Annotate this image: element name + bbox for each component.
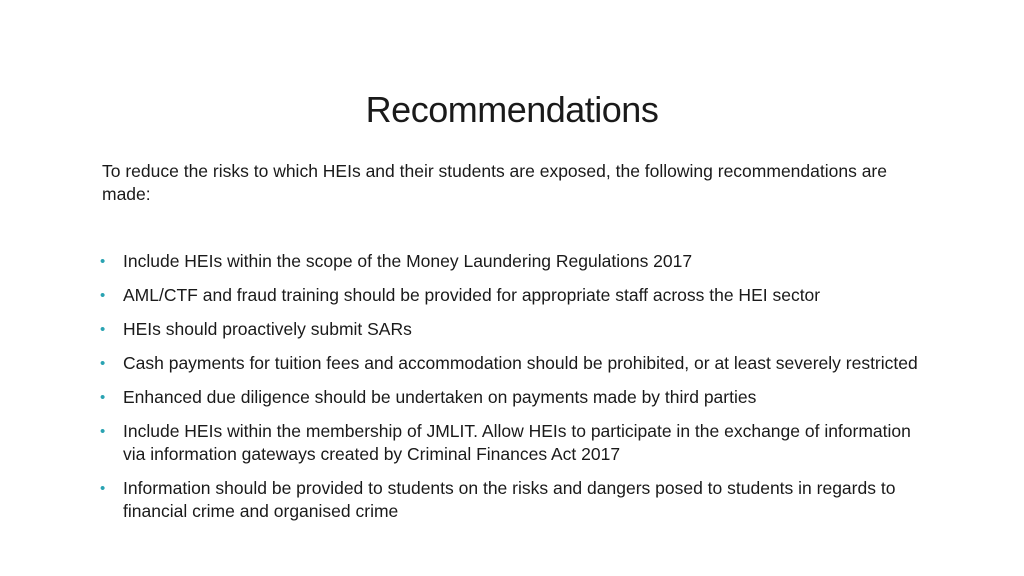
bullet-icon: •: [100, 321, 106, 338]
list-item-text: HEIs should proactively submit SARs: [123, 319, 412, 339]
recommendations-list: [100, 250, 930, 534]
list-item-text: Information should be provided to students on the risks and dangers posed to students in regards to financial crime and organised crime: [123, 478, 896, 521]
list-item-text: Cash payments for tuition fees and accommodation should be prohibited, or at least severely restricted: [123, 353, 918, 373]
intro-paragraph: To reduce the risks to which HEIs and their students are exposed, the following recommendations are made:: [102, 161, 887, 204]
list-item: [100, 477, 930, 523]
list-item-text: Include HEIs within the membership of JMLIT. Allow HEIs to participate in the exchange of information via information gateways created by Criminal Finances Act 2017: [123, 421, 911, 464]
list-item: [100, 318, 930, 341]
bullet-icon: •: [100, 389, 106, 406]
list-item: [100, 386, 930, 409]
list-item: [100, 420, 930, 466]
slide-title: Recommendations: [365, 89, 659, 130]
list-item: [100, 352, 930, 375]
list-item-text: Include HEIs within the scope of the Money Laundering Regulations 2017: [123, 251, 693, 271]
list-item: [100, 250, 930, 273]
bullet-icon: •: [100, 480, 106, 497]
bullet-icon: •: [100, 287, 106, 304]
list-item-text: Enhanced due diligence should be undertaken on payments made by third parties: [123, 387, 757, 407]
bullet-icon: •: [100, 253, 106, 270]
bullet-icon: •: [100, 423, 106, 440]
list-item: [100, 284, 930, 307]
list-item-text: AML/CTF and fraud training should be provided for appropriate staff across the HEI sector: [123, 285, 821, 305]
bullet-icon: •: [100, 355, 106, 372]
